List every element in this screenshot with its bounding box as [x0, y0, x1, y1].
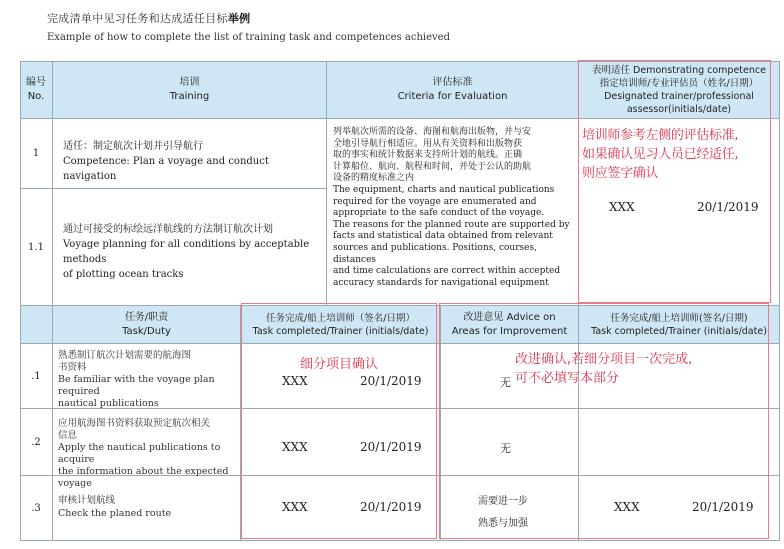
header-task-completed-2: 任务完成/船上培训师(签名/日期) Task completed/Trainer (initials/date)	[591, 312, 767, 337]
task-1-initials: XXX	[282, 374, 308, 388]
header-no: 编号 No.	[26, 77, 46, 102]
task-1-date: 20/1/2019	[360, 374, 422, 388]
task-2-desc: 应用航海图书资料获取预定航次相关 信息 Apply the nautical publications to acquire the information about the expected voyage	[58, 418, 229, 489]
task-2-initials: XXX	[282, 440, 308, 454]
criteria-text: 列举航次所需的设备、海图和航海出版物，并与安 全地引导航行相适应。用从有关资料和出版物获 取的事实和统计数据来支持所计划的航线。正确 计算船位、航向、航程和时间，并处于公认的助航 设备的精度标准之内 The equipment, charts and nautical publications required for the voyage are enumerated and appropriate to the safe conduct of the voyage. The reasons for the planned route are supported by facts and statistical data obtained from relevant sources and publications. Positions, courses, distances and time calculations are correct within accepted accuracy standards for navigational equipment	[333, 127, 570, 288]
task-2-advice: 无	[500, 442, 511, 455]
header-advice: 改进意见 Advice on Areas for Improvement	[451, 311, 568, 337]
task-3-date-2: 20/1/2019	[692, 500, 754, 514]
task-3-initials: XXX	[282, 500, 308, 514]
page-subtitle: Example of how to complete the list of training task and competences achieved	[47, 32, 450, 43]
task-3-date: 20/1/2019	[360, 500, 422, 514]
row-1-1-no: 1.1	[28, 241, 44, 253]
task-1-advice: 无	[500, 376, 511, 389]
header-task-completed: 任务完成/船上培训师（签名/日期） Task completed/Trainer (initials/date)	[252, 312, 429, 337]
assessor-date: 20/1/2019	[697, 200, 759, 214]
task-3-desc: 审核计划航线 Check the planed route	[58, 495, 172, 519]
annotation-advice: 改进确认,若细分项目一次完成, 可不必填写本部分	[515, 352, 693, 386]
header-training: 培训 Training	[169, 77, 210, 102]
annotation-subitem: 细分项目确认	[300, 357, 379, 372]
highlight-box-advice	[439, 303, 769, 539]
highlight-box-task-completed	[241, 303, 437, 539]
task-1-desc: 熟悉制订航次计划需要的航海图 书资料 Be familiar with the voyage plan required nautical publications	[58, 350, 215, 409]
header-demonstrating: 表明适任 Demonstrating competence 指定培训师/专业评估员（姓名/日期） Designated trainer/professional assessor(initials/date)	[592, 65, 766, 115]
row-1-1-training: 通过可接受的标绘远洋航线的方法制订航次计划 Voyage planning for all conditions by acceptable methods of plotting ocean tracks	[63, 224, 310, 280]
task-2-no: .2	[31, 436, 41, 448]
annotation-assessor: 培训师参考左侧的评估标准, 如果确认见习人员已经适任, 则应签字确认	[582, 128, 739, 181]
header-task: 任务/职责 Task/Duty	[122, 311, 171, 337]
header-criteria: 评估标准 Criteria for Evaluation	[397, 77, 508, 102]
row-1-training: 适任：制定航次计划并引导航行 Competence: Plan a voyage and conduct navigation	[63, 141, 269, 182]
page-title: 完成清单中见习任务和达成适任目标举例	[47, 12, 251, 25]
row-1-no: 1	[32, 148, 40, 159]
assessor-initials: XXX	[609, 200, 635, 214]
task-3-initials-2: XXX	[614, 500, 640, 514]
task-3-advice: 需要进一步 熟悉与加强	[478, 496, 528, 529]
task-2-date: 20/1/2019	[360, 440, 422, 454]
task-1-no: .1	[31, 370, 41, 382]
highlight-box-assessor	[578, 60, 771, 303]
task-3-no: .3	[31, 502, 41, 514]
